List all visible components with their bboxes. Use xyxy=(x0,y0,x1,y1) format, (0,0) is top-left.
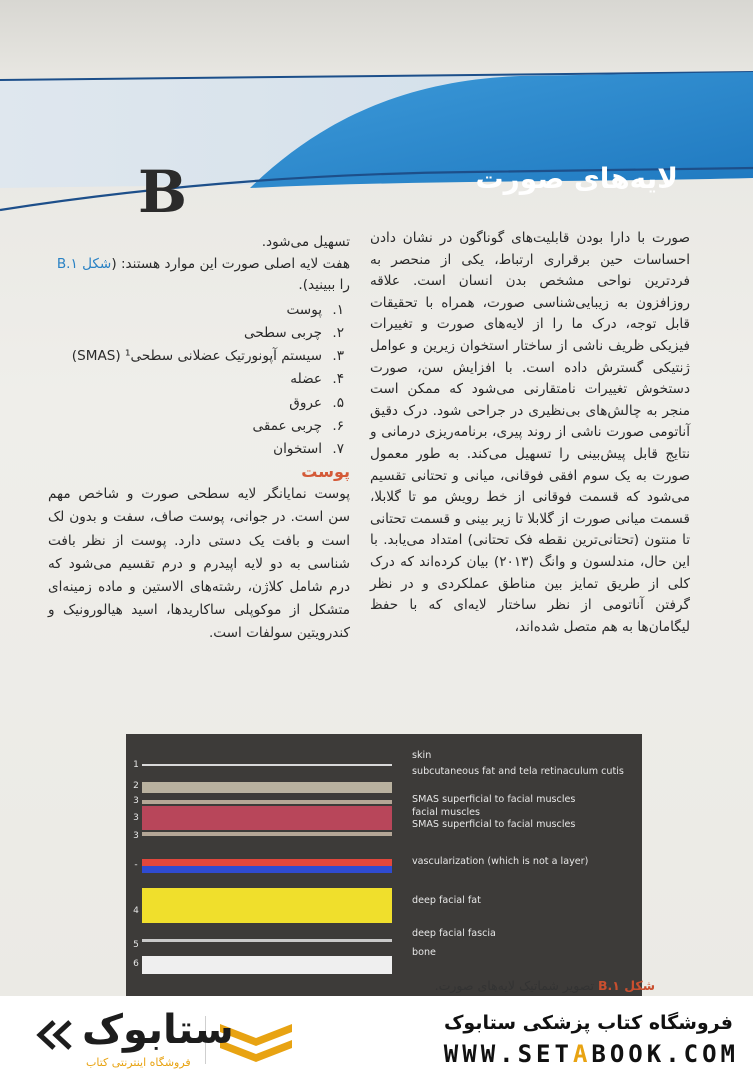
brand-subtitle: فروشگاه اینترنتی کتاب xyxy=(86,1056,191,1069)
layer-band-subcutaneous-fat xyxy=(142,782,392,793)
list-item-number: ۶. xyxy=(332,417,344,434)
layer-band-skin xyxy=(142,764,392,766)
list-item xyxy=(48,438,344,461)
list-item-number: ۷. xyxy=(332,441,344,457)
store-url[interactable] xyxy=(444,1040,739,1068)
list-item-number: ۵. xyxy=(332,394,344,411)
layer-band-smas-upper xyxy=(142,800,392,804)
left-column xyxy=(48,232,350,646)
list-item xyxy=(48,345,344,368)
store-name: فروشگاه کتاب پزشکی ستابوک xyxy=(443,1012,733,1034)
chapter-title: لایه‌های صورت xyxy=(475,162,678,195)
layer-number: 3 xyxy=(133,831,139,841)
layer-label: bone xyxy=(412,947,436,958)
layer-label: facial muscles xyxy=(412,807,481,818)
layer-band-vein xyxy=(142,866,392,873)
layers-list xyxy=(48,299,350,461)
layer-number: 3 xyxy=(133,796,139,806)
list-item xyxy=(48,392,344,415)
store-url-accent: A xyxy=(572,1040,592,1068)
layer-label: deep facial fat xyxy=(412,895,481,906)
page-top-shadow xyxy=(0,0,753,70)
list-item-text: پوست xyxy=(286,301,322,318)
layer-label: skin xyxy=(412,750,432,761)
facial-layers-figure xyxy=(126,734,642,996)
layer-band-bone xyxy=(142,956,392,974)
list-item-text: چربی عمقی xyxy=(252,417,322,434)
layer-number: 1 xyxy=(133,760,139,770)
figure-caption xyxy=(435,978,655,993)
layer-number: 5 xyxy=(133,940,139,950)
list-item xyxy=(48,322,344,345)
list-item xyxy=(48,368,344,391)
layer-number: 3 xyxy=(133,813,139,823)
list-item-text: عضله xyxy=(290,371,322,388)
layer-number: - xyxy=(134,860,138,870)
layer-label: deep facial fascia xyxy=(412,928,496,939)
section-heading-skin: پوست xyxy=(301,462,350,482)
figure-reference-link[interactable]: شکل B.۱ xyxy=(56,255,112,272)
layer-band-deep-fascia xyxy=(142,939,392,942)
store-url-part: BOOK.COM xyxy=(591,1040,739,1068)
list-item-number: ۴. xyxy=(332,371,344,388)
list-item-number: ۲. xyxy=(332,324,344,341)
figure-caption-text: تصویر شماتیک لایه‌های صورت. xyxy=(434,978,595,993)
right-column xyxy=(370,228,690,638)
layer-number: 4 xyxy=(133,906,139,916)
list-item-text: استخوان xyxy=(273,441,322,457)
skin-paragraph: پوست نمایانگر لایه سطحی صورت و شاخص مهم سن است. در جوانی، پوست صاف، سفت و بدون لک است و بافت یک دستی دارد. پوست از نظر بافت شناسی به دو لایه اپیدرم و درم تقسیم می‌شود که درم شامل کلاژن، رشته‌های الاستین و ماده زمینه‌ای متشکل از موکوپلی ساکاریدها، اسید هیالورونیک و کندرویتین سولفات است. xyxy=(48,486,350,642)
list-item xyxy=(48,415,344,438)
banner-graphic xyxy=(0,70,753,220)
layer-label: SMAS superficial to facial muscles xyxy=(412,794,576,805)
layers-intro xyxy=(48,254,350,297)
layer-band-smas-lower xyxy=(142,832,392,836)
layer-label: SMAS superficial to facial muscles xyxy=(412,819,576,830)
list-item-text: عروق xyxy=(289,394,322,411)
list-item xyxy=(48,299,344,322)
footer-banner xyxy=(0,996,753,1080)
layer-band-facial-muscles xyxy=(142,806,392,830)
list-item-text: چربی سطحی xyxy=(244,324,322,341)
continuation-text: تسهیل می‌شود. xyxy=(261,234,350,250)
logo-arrows-icon xyxy=(34,1018,78,1052)
layer-label: subcutaneous fat and tela retinaculum cutis xyxy=(412,766,624,777)
list-item-number: ۱. xyxy=(332,301,344,318)
layer-number: 2 xyxy=(133,781,139,791)
chapter-banner xyxy=(0,70,753,226)
list-item-text: سیستم آپونورتیک عضلانی سطحی¹ (SMAS) xyxy=(71,348,322,365)
layer-band-deep-fat xyxy=(142,888,392,923)
figure-caption-tag: شکل B.۱ xyxy=(598,978,655,993)
chapter-letter: B xyxy=(138,158,188,226)
brand-logo: ستابوک xyxy=(82,1007,234,1053)
layers-intro-text: هفت لایه اصلی صورت این موارد هستند: ( xyxy=(111,255,350,272)
layer-number: 6 xyxy=(133,959,139,969)
intro-paragraph: صورت با دارا بودن قابلیت‌های گوناگون در نشان دادن احساسات حین برقراری ارتباط، یکی از منحصر به فردترین نواحی مشخص بدن انسان است. علاقه روزافزون به زیبایی‌شناسی صورت، همراه با تحقیقات قابل توجه، درک ما را از لایه‌های صورت و تغییرات فیزیکی ظریف ناشی از ساختار استخوان زیرین و عوامل ژنتیکی گسترش داده است. با افزایش سن، صورت دستخوش تغییرات نامتقارنی می‌شود که ممکن است منجر به چالش‌های بی‌نظیری در جراحی شود. درک دقیق آناتومی صورت ناشی از روند پیری، برنامه‌ریزی درمانی و نتایج قابل پیش‌بینی را تسهیل می‌کند. به طور معمول صورت به یک سوم افقی فوقانی، میانی و تحتانی تقسیم می‌شود که قسمت فوقانی از خط رویش مو تا گلابلا، قسمت میانی صورت از گلابلا تا زیر بینی و قسمت تحتانی تا منتون (تحتانی‌ترین نقطه فک تحتانی) امتداد می‌یابد. با این حال، مندلسون و وانگ (۲۰۱۳) بیان کرده‌اند که درک کلی از طریق تمایز بین مناطق عملکردی و در نظر گرفتن آناتومی از نظر ساختار لایه‌ای که با حفظ لیگامان‌ها به هم متصل شده‌اند، xyxy=(370,230,690,635)
layer-label: vascularization (which is not a layer) xyxy=(412,856,589,867)
layers-intro-tail: را ببینید). xyxy=(298,277,350,294)
store-url-part: WWW.SET xyxy=(443,1040,573,1068)
layer-band-artery xyxy=(142,859,392,866)
list-item-number: ۳. xyxy=(332,348,344,365)
